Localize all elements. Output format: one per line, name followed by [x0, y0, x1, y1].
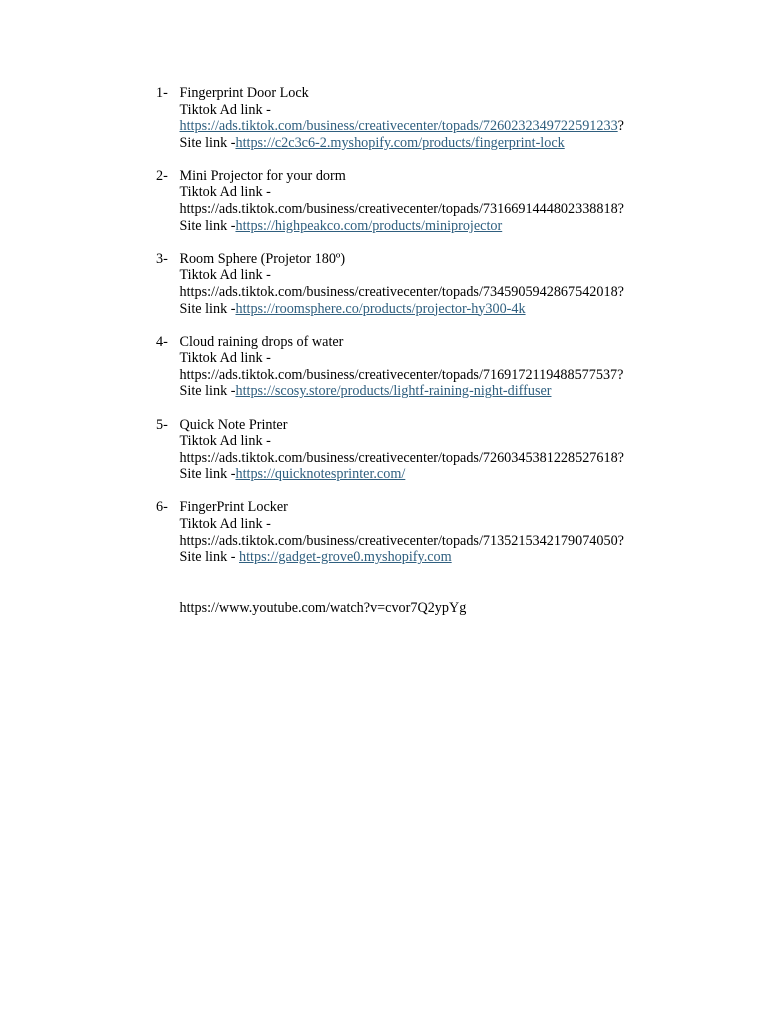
tiktok-url-text: https://ads.tiktok.com/business/creativecenter/topads/7316691444802338818? [179, 201, 624, 218]
site-label: Site link - [179, 466, 236, 483]
list-item [156, 85, 736, 151]
site-label: Site link - [179, 217, 236, 234]
tiktok-label: Tiktok Ad link - [179, 184, 271, 201]
youtube-url-text: https://www.youtube.com/watch?v=cvor7Q2ypYg [179, 600, 467, 616]
list-item [156, 417, 736, 483]
item-title: Quick Note Printer [179, 416, 288, 433]
item-title: Room Sphere (Projetor 180º) [179, 250, 346, 267]
item-title: Mini Projector for your dorm [179, 167, 346, 184]
list-item [156, 168, 736, 234]
list-item [156, 251, 736, 317]
site-link[interactable]: https://scosy.store/products/lightf-raining-night-diffuser [235, 383, 552, 400]
item-title: Cloud raining drops of water [179, 333, 344, 350]
site-label: Site link - [179, 549, 240, 566]
site-line [180, 466, 737, 483]
list-item [156, 499, 736, 565]
site-line [180, 218, 737, 235]
tiktok-label: Tiktok Ad link - [179, 433, 271, 450]
tiktok-label: Tiktok Ad link - [179, 515, 271, 532]
item-number: 4- [156, 333, 168, 350]
list-item [156, 334, 736, 400]
tiktok-label: Tiktok Ad link - [179, 101, 271, 118]
site-line [180, 301, 737, 318]
tiktok-url-text: https://ads.tiktok.com/business/creativecenter/topads/7169172119488577537? [179, 366, 624, 383]
site-line [180, 135, 737, 152]
item-number: 5- [156, 416, 168, 433]
tiktok-label: Tiktok Ad link - [179, 267, 271, 284]
tiktok-line [180, 118, 737, 135]
site-link[interactable]: https://roomsphere.co/products/projector-hy300-4k [235, 300, 526, 317]
site-line [180, 383, 737, 400]
site-link[interactable]: https://highpeakco.com/products/miniprojector [235, 217, 503, 234]
product-list [156, 85, 736, 582]
item-number: 6- [156, 499, 168, 516]
item-title: Fingerprint Door Lock [179, 85, 309, 101]
site-line [180, 549, 737, 566]
site-link[interactable]: https://gadget-grove0.myshopify.com [239, 549, 452, 566]
tiktok-url-text: https://ads.tiktok.com/business/creativecenter/topads/7135215342179074050? [179, 532, 624, 549]
tiktok-link[interactable]: https://ads.tiktok.com/business/creativecenter/topads/7260232349722591233 [179, 118, 618, 135]
item-number: 2- [156, 167, 168, 184]
item-title: FingerPrint Locker [179, 499, 288, 516]
item-number: 3- [156, 250, 168, 267]
site-label: Site link - [179, 134, 236, 151]
tiktok-label: Tiktok Ad link - [179, 350, 271, 367]
site-link[interactable]: https://c2c3c6-2.myshopify.com/products/fingerprint-lock [235, 134, 565, 151]
tiktok-suffix: ? [617, 118, 624, 135]
site-label: Site link - [179, 383, 236, 400]
site-label: Site link - [179, 300, 236, 317]
tiktok-url-text: https://ads.tiktok.com/business/creativecenter/topads/7345905942867542018? [179, 283, 624, 300]
site-link[interactable]: https://quicknotesprinter.com/ [235, 466, 406, 483]
tiktok-url-text: https://ads.tiktok.com/business/creativecenter/topads/7260345381228527618? [179, 449, 624, 466]
item-number: 1- [156, 85, 168, 101]
